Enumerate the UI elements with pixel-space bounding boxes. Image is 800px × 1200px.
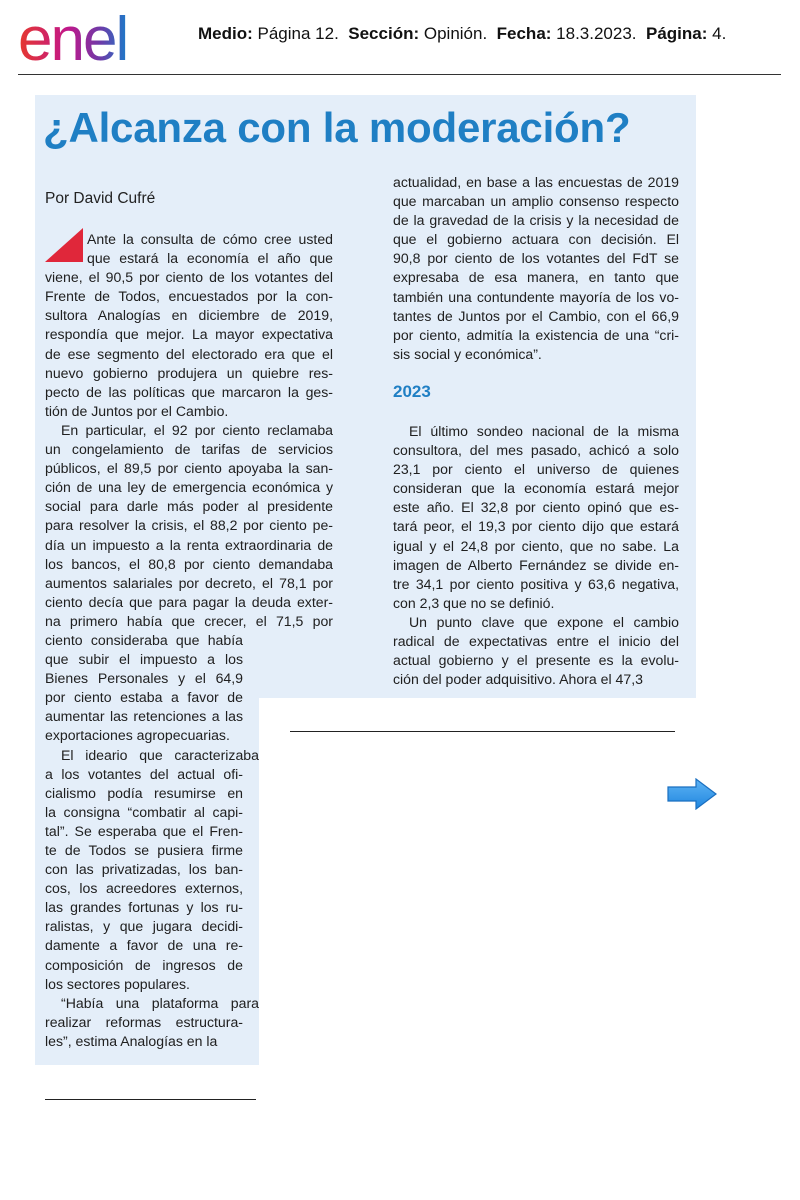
text-line: que marcaban un amplio consenso respecto xyxy=(393,193,679,210)
text-line: actualidad, en base a las encuestas de 2019 xyxy=(393,174,679,190)
text-line: ralistas, y que jugara decidi- xyxy=(45,918,243,935)
text-line: viene, el 90,5 por ciento de los votantes del xyxy=(45,269,333,286)
separator-line xyxy=(290,731,675,732)
text-line: cos, los acreedores externos, xyxy=(45,880,243,897)
text-line: también una contundente mayoría de los vo- xyxy=(393,288,679,305)
text-line: tión de Juntos por el Cambio. xyxy=(45,402,229,419)
text-line: que estará la economía el año que xyxy=(87,250,333,267)
text-line: nuevo gobierno produjera un quiebre res- xyxy=(45,364,333,381)
text-line: ciento consideraba que había xyxy=(45,631,243,648)
seccion-label: Sección: xyxy=(348,24,420,43)
fecha-label: Fecha: xyxy=(496,24,552,43)
text-line: este año. El 32,8 por ciento opinó que es- xyxy=(393,499,679,516)
text-line: Frente de Todos, encuestados por la con- xyxy=(45,288,333,305)
text-line: tará peor, el 19,3 por ciento dijo que estará xyxy=(393,518,679,535)
page-header xyxy=(0,0,800,76)
text-line: aumentar las retenciones a las xyxy=(45,708,243,725)
text-line: composición de ingresos de xyxy=(45,956,243,973)
fecha-value: 18.3.2023. xyxy=(556,24,637,43)
text-line: tantes de Juntos por el Cambio, con el 66,9 xyxy=(393,307,679,324)
text-line: actual gobierno y el presente es la evolu- xyxy=(393,652,679,669)
text-line: Un punto clave que expone el cambio xyxy=(409,613,679,630)
text-line: realizar reformas estructura- xyxy=(45,1013,243,1030)
article-column-left xyxy=(45,230,333,1051)
text-line: radical de expectativas entre el inicio del xyxy=(393,633,679,650)
article-column-right-bottom xyxy=(393,422,679,689)
text-line: con 2,3 que no se definió. xyxy=(393,594,555,611)
text-line: igual y el 24,8 por ciento, que no sabe. La xyxy=(393,537,679,554)
text-line: con las privatizadas, los ban- xyxy=(45,861,243,878)
text-line: na primero había que crecer, el 71,5 por xyxy=(45,612,333,629)
header-divider xyxy=(18,74,781,75)
article-title: ¿Alcanza con la moderación? xyxy=(43,104,631,151)
pagina-label: Página: xyxy=(645,24,708,43)
medio-label: Medio: xyxy=(198,24,253,43)
text-line: sis social y económica”. xyxy=(393,345,542,362)
arrow-right-icon[interactable] xyxy=(666,778,718,810)
text-line: te de Todos se pusiera firme xyxy=(45,842,243,858)
enel-logo-icon xyxy=(18,6,178,66)
text-line: consideran que la economía estará mejor xyxy=(393,480,679,497)
text-line: expresaba de esa manera, en tanto que xyxy=(393,269,679,286)
text-line: aumentos salariales por decreto, el 78,1 por xyxy=(45,574,333,591)
pagina-value: 4. xyxy=(712,24,727,43)
text-line: las grandes fortunas y los ru- xyxy=(45,899,243,916)
text-line: “Había una plataforma para xyxy=(61,994,259,1011)
text-line: los sectores populares. xyxy=(45,975,190,992)
text-line: cialismo podía resumirse en xyxy=(45,784,243,801)
seccion-value: Opinión. xyxy=(423,24,488,43)
text-line: tal”. Se esperaba que el Fren- xyxy=(45,822,243,839)
text-line: para resolver la crisis, el 88,2 por ciento pe- xyxy=(45,517,333,534)
text-line: un congelamiento de tarifas de servicios xyxy=(45,441,333,458)
section-subhead: 2023 xyxy=(393,382,431,401)
text-line: a los votantes del actual ofi- xyxy=(45,765,243,782)
text-line: que el gobierno actuara con decisión. El xyxy=(393,231,679,248)
text-line: imagen de Alberto Fernández se divide en- xyxy=(393,556,679,573)
text-line: ciento decía que para pagar la deuda exter- xyxy=(45,593,333,610)
text-line: Ante la consulta de cómo cree usted xyxy=(87,231,333,247)
text-line: ción de una ley de emergencia económica y xyxy=(45,479,333,496)
text-line: social para darle más poder al presidente xyxy=(45,498,333,515)
text-line: por ciento estaba a favor de xyxy=(45,689,243,706)
text-line: exportaciones agropecuarias. xyxy=(45,727,230,744)
svg-text:enel: enel xyxy=(18,6,128,66)
text-line: día un impuesto a la renta extraordinaria de xyxy=(45,536,333,553)
text-line: tre 34,1 por ciento positiva y 63,6 negativa, xyxy=(393,575,679,592)
text-line: En particular, el 92 por ciento reclamaba xyxy=(61,421,333,438)
text-line: damente a favor de una re- xyxy=(45,937,243,954)
text-line: El ideario que caracterizaba xyxy=(61,746,259,763)
text-line: ción del poder adquisitivo. Ahora el 47,3 xyxy=(393,671,643,688)
text-line: El último sondeo nacional de la misma xyxy=(409,423,679,439)
text-line: de ese segmento del electorado era que el xyxy=(45,345,333,362)
text-line: de la gravedad de la crisis y la necesidad de xyxy=(393,212,679,229)
article-byline: Por David Cufré xyxy=(45,190,156,207)
text-line: les”, estima Analogías en la xyxy=(45,1032,218,1049)
article-column-right-top xyxy=(393,173,679,364)
text-line: consultora, del mes pasado, achicó a solo xyxy=(393,442,679,459)
press-metadata xyxy=(198,24,726,44)
medio-value: Página 12. xyxy=(257,24,339,43)
text-line: 90,8 por ciento de los votantes del FdT se xyxy=(393,250,679,267)
text-line: 23,1 por ciento el universo de quienes xyxy=(393,461,679,478)
text-line: los bancos, el 80,8 por ciento demandaba xyxy=(45,555,333,572)
separator-line xyxy=(45,1099,256,1100)
text-line: sultora Analogías en diciembre de 2019, xyxy=(45,307,333,324)
text-line: por ciento, admitía la existencia de una “cri- xyxy=(393,326,679,343)
text-line: públicos, el 89,5 por ciento apoyaba la san- xyxy=(45,460,333,477)
text-line: pecto de las políticas que marcaron la ges- xyxy=(45,383,333,400)
text-line: respondía que mejor. La mayor expectativa xyxy=(45,326,333,343)
text-line: Bienes Personales y el 64,9 xyxy=(45,670,243,687)
text-line: la consigna “combatir al capi- xyxy=(45,803,243,820)
text-line: que subir el impuesto a los xyxy=(45,651,243,668)
